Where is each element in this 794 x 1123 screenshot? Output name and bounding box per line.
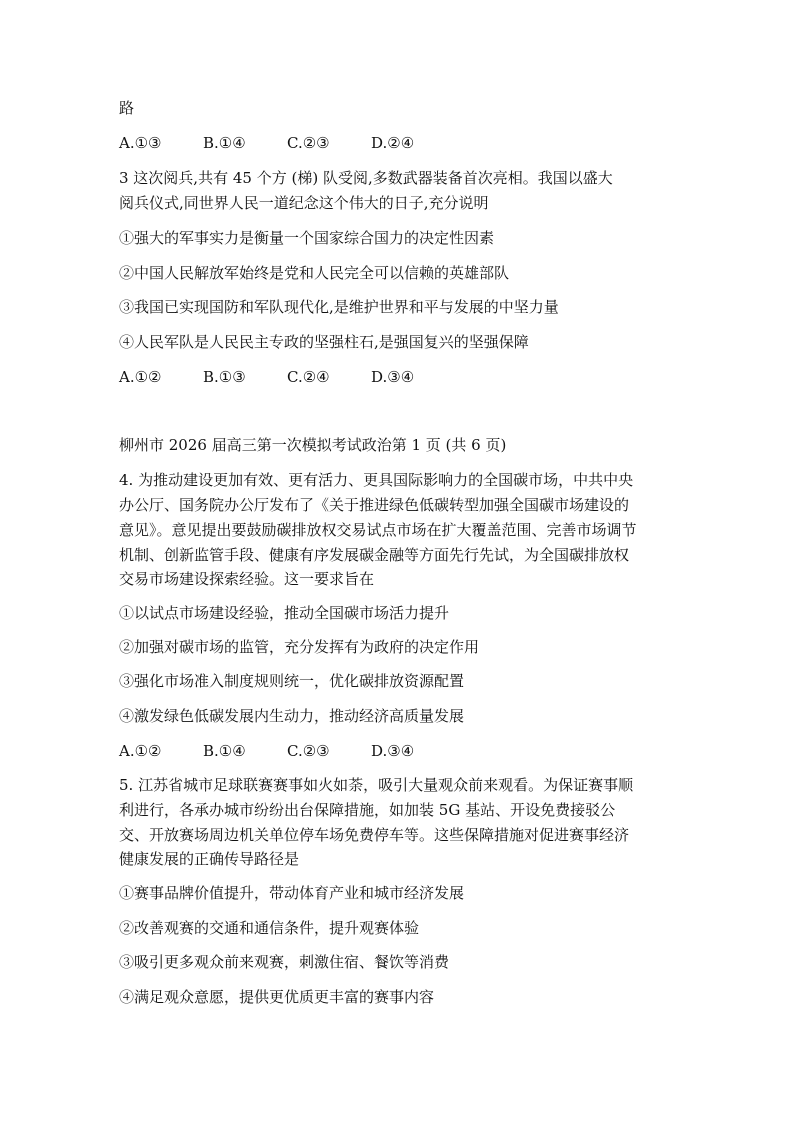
q3-option-c: C.②④ [287, 368, 330, 386]
q4-stem-line: 4. 为推动建设更加有效、更有活力、更具国际影响力的全国碳市场，中共中央 [119, 471, 634, 489]
q4-option-d: D.③④ [371, 742, 415, 760]
q4-statement: ②加强对碳市场的监管，充分发挥有为政府的决定作用 [119, 638, 480, 656]
q4-options [119, 741, 414, 761]
q4-stem-line: 机制、创新监管手段、健康有序发展碳金融等方面先行先试，为全国碳排放权 [119, 546, 630, 564]
q2-option-a: A.①③ [119, 134, 162, 152]
q3-options [119, 367, 414, 387]
q4-statement: ④激发绿色低碳发展内生动力，推动经济高质量发展 [119, 707, 465, 725]
q5-statement: ④满足观众意愿，提供更优质更丰富的赛事内容 [119, 988, 435, 1006]
q2-option-c: C.②③ [287, 134, 330, 152]
q5-stem-line: 利进行，各承办城市纷纷出台保障措施，如加装 5G 基站、开设免费接驳公 [119, 801, 616, 819]
q4-option-c: C.②③ [287, 742, 330, 760]
q3-stem-line: 阅兵仪式,同世界人民一道纪念这个伟大的日子,充分说明 [119, 194, 489, 212]
q4-stem-line: 交易市场建设探索经验。这一要求旨在 [119, 570, 375, 588]
q5-stem-line: 交、开放赛场周边机关单位停车场免费停车等。这些保障措施对促进赛事经济 [119, 826, 630, 844]
q3-option-d: D.③④ [371, 368, 415, 386]
q4-statement: ③强化市场准入制度规则统一，优化碳排放资源配置 [119, 672, 465, 690]
page-footer: 柳州市 2026 届高三第一次模拟考试政治第 1 页 (共 6 页) [119, 436, 507, 454]
q3-statement: ②中国人民解放军始终是党和人民完全可以信赖的英雄部队 [119, 264, 510, 282]
prev-question-tail: 路 [119, 99, 135, 117]
q5-statement: ③吸引更多观众前来观赛，刺激住宿、餐饮等消费 [119, 953, 450, 971]
q3-stem-line: 3 这次阅兵,共有 45 个方 (梯) 队受阅,多数武器装备首次亮相。我国以盛大 [119, 169, 613, 187]
q2-option-b: B.①④ [203, 134, 246, 152]
q2-options [119, 133, 414, 153]
q5-statement: ①赛事品牌价值提升，带动体育产业和城市经济发展 [119, 884, 465, 902]
q5-stem-line: 5. 江苏省城市足球联赛赛事如火如荼，吸引大量观众前来观看。为保证赛事顺 [119, 776, 634, 794]
q5-stem-line: 健康发展的正确传导路径是 [119, 850, 300, 868]
q5-statement: ②改善观赛的交通和通信条件，提升观赛体验 [119, 919, 420, 937]
q3-statement: ④人民军队是人民民主专政的坚强柱石,是强国复兴的坚强保障 [119, 333, 529, 351]
q3-option-b: B.①③ [203, 368, 246, 386]
q4-statement: ①以试点市场建设经验，推动全国碳市场活力提升 [119, 604, 450, 622]
q3-statement: ③我国已实现国防和军队现代化,是维护世界和平与发展的中坚力量 [119, 298, 559, 316]
q4-stem-line: 意见》。意见提出要鼓励碳排放权交易试点市场在扩大覆盖范围、完善市场调节 [119, 521, 637, 539]
q4-option-a: A.①② [119, 742, 162, 760]
q3-statement: ①强大的军事实力是衡量一个国家综合国力的决定性因素 [119, 229, 495, 247]
q3-option-a: A.①② [119, 368, 162, 386]
q4-stem-line: 办公厅、国务院办公厅发布了《关于推进绿色低碳转型加强全国碳市场建设的 [119, 496, 630, 514]
q4-option-b: B.①④ [203, 742, 246, 760]
q2-option-d: D.②④ [371, 134, 415, 152]
